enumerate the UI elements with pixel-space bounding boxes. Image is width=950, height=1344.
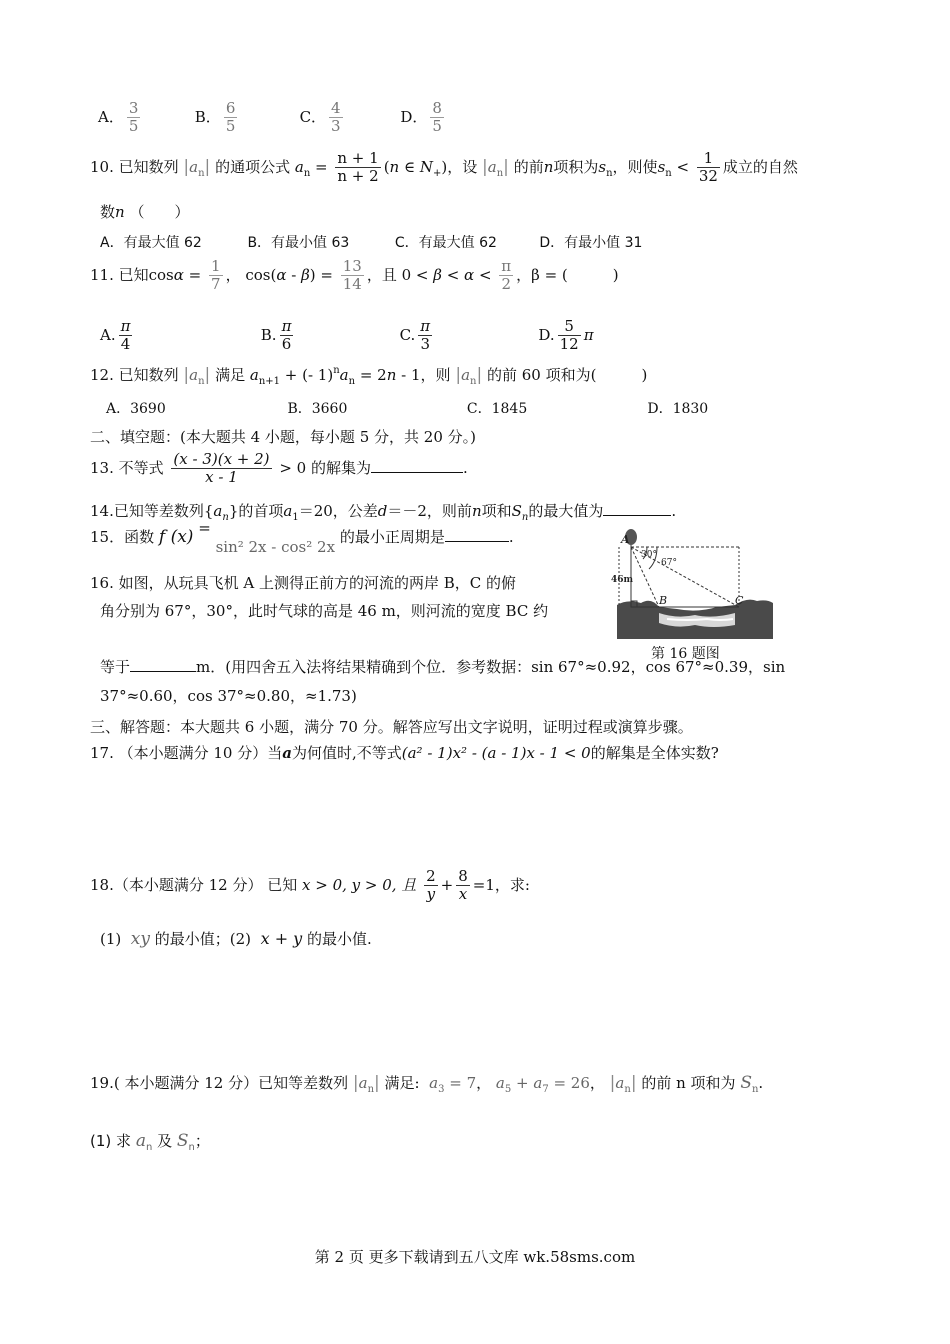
q12-option-c: C．1845 — [466, 401, 528, 417]
q10-option-b: B．有最小值 63 — [247, 235, 350, 251]
q18-stem: 18.（本小题满分 12 分） 已知 x > 0, y > 0, 且 $\frac{2}{y}$ + $\frac{8}{x}$ =1，求: — [90, 867, 530, 904]
q19-part1: (1) 求 $a_n$ 及 $S_n$； — [90, 1131, 210, 1153]
q9-option-d: D． $\frac{8}{5}$ — [400, 99, 442, 136]
q10-stem: 10. 已知数列 $|a_n|$ 的通项公式 $a_n$ = $\frac{n + 1}{n + 2}$ (n ∈ $N_+$)，设 $|a_n|$ 的前n项积为$s_n$，则使$s_n$ < $\frac{1}{32}$ 成立的自然 — [90, 149, 798, 186]
figure-label-b: B — [659, 594, 668, 607]
section-fill-in-heading: 二、填空题：(本大题共 4 小题，每小题 5 分，共 20 分。) — [90, 428, 476, 446]
q10-options — [100, 232, 642, 252]
q16-stem-line3: 等于 m．(用四舍五入法将结果精确到个位．参考数据：sin 67°≈0.92，cos 67°≈0.39，sin — [100, 658, 786, 676]
q11-option-a: A. $\frac{\pi}{4}$ — [100, 317, 131, 354]
q15-answer-blank — [445, 527, 509, 542]
q10-option-a: A．有最大值 62 — [100, 235, 202, 251]
q12-stem: 12. 已知数列 $|a_n|$ 满足 $a_{n+1}$ + (- $1)^na_n = 2n - 1$，则 $|a_n|$ 的前 60 项和为( ) — [90, 365, 648, 387]
q10-stem-line2: 数n （ ） — [100, 203, 190, 221]
q12-options — [106, 398, 708, 418]
q9-option-a: A． $\frac{3}{5}$ — [98, 99, 139, 136]
page-footer: 第 2 页 更多下载请到五八文库 wk.58sms.com — [314, 1248, 636, 1266]
q15-stem: 15．函数 f (x) = sin² 2x - cos² 2x 的最小正周期是 . — [90, 519, 514, 556]
q11-option-b: B. $\frac{\pi}{6}$ — [260, 317, 292, 354]
q9-option-b: B． $\frac{6}{5}$ — [194, 99, 236, 136]
q19-stem: 19.( 本小题满分 12 分）已知等差数列 $|a_n|$ 满足: $a_3 = 7$， $a_5 + a_7 = 26$， $|a_n|$ 的前 n 项和为 $S_n$. — [90, 1073, 764, 1095]
q13-stem: 13. 不等式 $\frac{(x - 3)(x + 2)}{x - 1}$ > 0 的解集为 . — [90, 450, 468, 487]
q14-stem: 14.已知等差数列$\{a_n\}$的首项$a_1=20$，公差d＝－2，则前n项和$S_n$的最大值为 . — [90, 502, 677, 523]
q10-option-c: C．有最大值 62 — [394, 235, 497, 251]
q16-stem-line2: 角分别为 67°，30°，此时气球的高是 46 m，则河流的宽度 BC 约 — [100, 602, 549, 620]
q9-options — [98, 100, 447, 136]
q17-stem: 17. （本小题满分 10 分）当a为何值时,不等式(a² - 1)x² - (a - 1)x - 1 < 0的解集是全体实数? — [90, 744, 719, 762]
figure-label-c: C — [735, 594, 744, 607]
q13-answer-blank — [371, 458, 463, 473]
figure-label-height: 46m — [611, 575, 634, 585]
q14-answer-blank — [603, 501, 671, 516]
q11-options — [100, 318, 594, 354]
q11-option-c: C. $\frac{\pi}{3}$ — [399, 317, 431, 354]
q12-option-b: B．3660 — [287, 401, 348, 417]
balloon-river-diagram — [611, 527, 773, 659]
q16-answer-blank — [130, 657, 196, 672]
q18-subquestions: (1) xy 的最小值；(2) x + y 的最小值. — [100, 929, 372, 949]
q12-option-d: D．1830 — [647, 401, 709, 417]
q10-option-d: D．有最小值 31 — [539, 235, 643, 251]
figure-label-angle-30: 30° — [641, 550, 657, 560]
q9-option-c: C． $\frac{4}{3}$ — [299, 99, 341, 136]
q12-option-a: A．3690 — [106, 401, 166, 417]
figure-label-angle-67: 67° — [661, 558, 677, 568]
q11-stem: 11. 已知cosα = $\frac{1}{7}$ ， cos(α - β) = $\frac{13}{14}$ ，且 0 < β < α < $\frac{\pi}{2}$ ，β = ( ) — [90, 257, 619, 294]
q16-figure-caption: 第 16 题图 — [651, 646, 720, 662]
section-solution-heading: 三、解答题：本大题共 6 小题，满分 70 分。解答应写出文字说明，证明过程或演算步骤。 — [90, 718, 693, 736]
q16-figure — [611, 527, 773, 662]
q16-stem-line1: 16. 如图，从玩具飞机 A 上测得正前方的河流的两岸 B，C 的俯 — [90, 574, 517, 592]
q16-stem-line4: 37°≈0.60，cos 37°≈0.80，≈1.73) — [100, 687, 357, 705]
figure-label-a: A — [621, 533, 630, 546]
q11-option-d: D. $\frac{5}{12}$ π — [538, 317, 594, 354]
